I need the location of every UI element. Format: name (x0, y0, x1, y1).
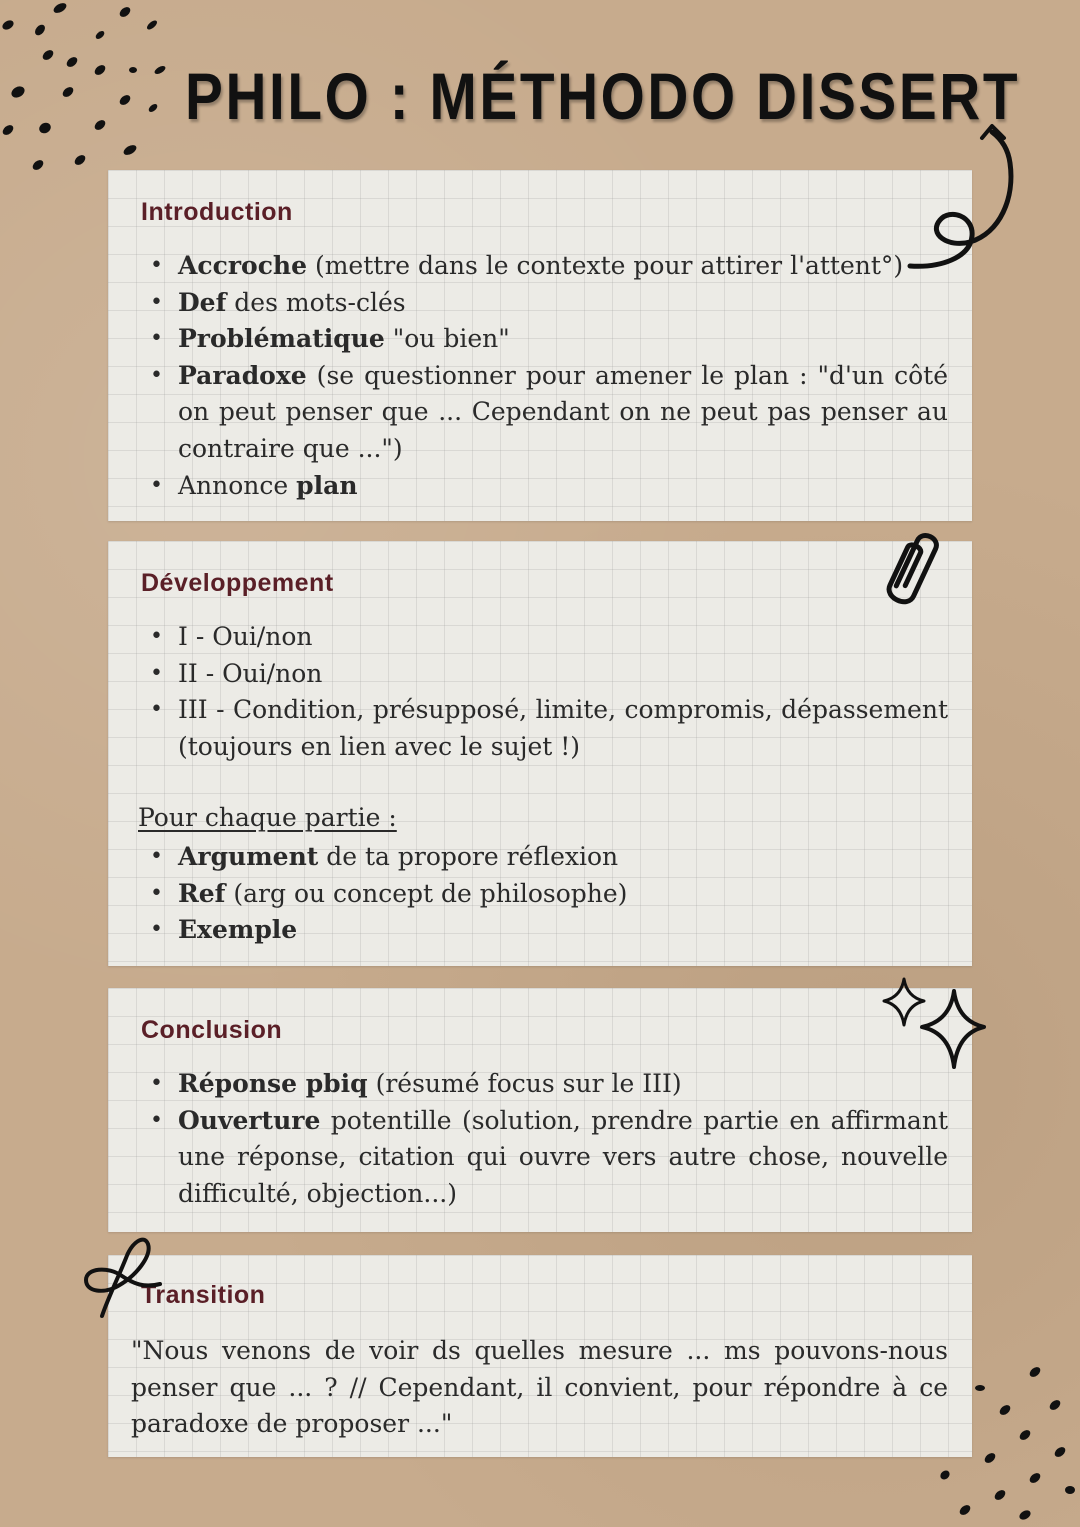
item-keyword: Ouverture (178, 1105, 321, 1135)
item-text: de ta propore réflexion (318, 842, 619, 871)
item-text: potentille (solution, prendre partie en affirmant une réponse, citation qui ouvre vers autre chose, nouvelle difficulté, objection...) (178, 1105, 948, 1208)
introduction-card (108, 170, 972, 521)
paperclip-icon (880, 522, 950, 612)
list-item (148, 656, 948, 693)
list-item (148, 1066, 948, 1103)
developpement-card (108, 541, 972, 966)
item-text: (mettre dans le contexte pour attirer l'attent°) (307, 251, 904, 280)
list-item (148, 619, 948, 656)
item-text: II - Oui/non (178, 658, 323, 688)
item-keyword: Argument (178, 842, 319, 871)
loop-flourish-icon (78, 1228, 168, 1323)
introduction-list (148, 248, 948, 504)
sparkle-stars-icon (878, 975, 990, 1075)
list-item (148, 692, 948, 765)
list-item (148, 876, 948, 913)
item-keyword: Exemple (178, 915, 298, 945)
list-item (148, 321, 948, 358)
swirl-arrow-icon (900, 118, 1020, 278)
list-item (148, 1103, 948, 1213)
list-item (148, 358, 948, 468)
item-keyword: Paradoxe (178, 360, 307, 390)
item-keyword: Accroche (178, 251, 307, 280)
list-item (148, 468, 948, 505)
transition-text: "Nous venons de voir ds quelles mesure ... ms pouvons-nous penser que ... ? // Cependant, il convient, pour répondre à ce paradoxe de proposer ..." (131, 1336, 948, 1439)
item-text: (se questionner pour amener le plan : "d'un côté on peut penser que ... Cependant on ne peut pas penser au contraire que ...") (178, 360, 948, 463)
item-text: des mots-clés (226, 287, 406, 317)
item-text: (arg ou concept de philosophe) (225, 878, 628, 908)
list-item (148, 839, 948, 876)
item-keyword: plan (296, 470, 358, 500)
item-keyword: Problématique (178, 324, 385, 354)
item-text: III - Condition, présupposé, limite, compromis, dépassement (toujours en lien avec le sujet !) (178, 695, 948, 761)
item-text: Annonce (178, 470, 297, 500)
conclusion-card (108, 988, 972, 1232)
developpement-heading: Développement (141, 569, 334, 597)
item-text: (résumé focus sur le III) (367, 1069, 682, 1098)
part-subheading: Pour chaque partie : (138, 803, 397, 832)
brush-dots-top-left (0, 0, 190, 170)
item-text: I - Oui/non (178, 622, 313, 651)
transition-card (108, 1255, 972, 1457)
item-keyword: Réponse pbiq (178, 1069, 368, 1098)
conclusion-list (148, 1066, 948, 1212)
part-list (148, 839, 948, 949)
conclusion-heading: Conclusion (141, 1016, 283, 1044)
item-keyword: Ref (178, 878, 226, 908)
item-text: "ou bien" (384, 324, 510, 354)
list-item (148, 248, 948, 285)
introduction-heading: Introduction (141, 198, 293, 226)
list-item (148, 912, 948, 949)
item-keyword: Def (178, 287, 227, 317)
page-title: PHILO : MÉTHODO DISSERT (185, 59, 1021, 133)
transition-heading: Transition (141, 1281, 266, 1309)
list-item (148, 285, 948, 322)
developpement-list (148, 619, 948, 765)
